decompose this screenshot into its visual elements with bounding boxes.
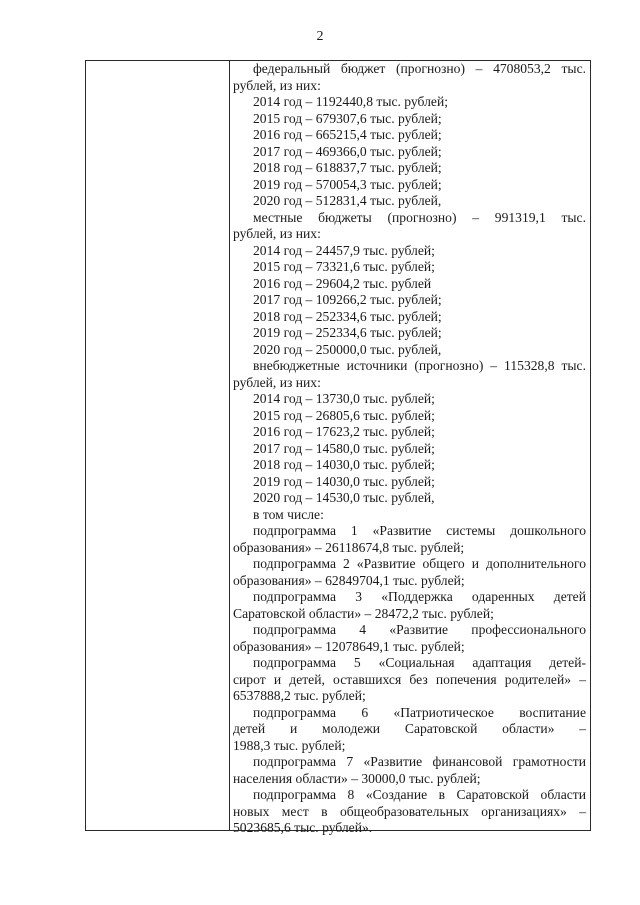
text-line: рублей, из них: (233, 226, 321, 241)
text-line: 2014 год – 1192440,8 тыс. рублей; (253, 94, 448, 109)
text-line: подпрограмма 8 «Создание в Саратовской области (253, 787, 586, 802)
text-line: подпрограмма 3 «Поддержка одаренных детей (253, 589, 586, 604)
text-line: образования» – 12078649,1 тыс. рублей; (233, 638, 465, 654)
text-line: 2020 год – 250000,0 тыс. рублей, (253, 341, 442, 357)
text-line: образования» – 26118674,8 тыс. рублей; (233, 539, 465, 555)
text-line: 2016 год – 665215,4 тыс. рублей; (253, 127, 442, 142)
text-line: населения области» – 30000,0 тыс. рублей; (233, 770, 481, 786)
text-line: 1988,3 тыс. рублей; (233, 737, 346, 753)
text-line: в том числе: (253, 506, 324, 522)
text-line: образования» – 62849704,1 тыс. рублей; (233, 572, 465, 588)
text-line: 2019 год – 252334,6 тыс. рублей; (253, 325, 442, 340)
text-line: 2016 год – 29604,2 тыс. рублей (253, 275, 432, 291)
page-number: 2 (316, 29, 324, 44)
text-line: 2020 год – 14530,0 тыс. рублей, (253, 490, 435, 505)
text-line: федеральный бюджет (прогнозно) – 4708053,2 тыс. (253, 61, 586, 76)
text-line: 6537888,2 тыс. рублей; (233, 688, 366, 703)
text-line: подпрограмма 2 «Развитие общего и дополнительного (253, 556, 586, 571)
text-line: 2019 год – 570054,3 тыс. рублей; (253, 176, 442, 192)
text-line: 2014 год – 13730,0 тыс. рублей; (253, 391, 435, 406)
text-line: подпрограмма 6 «Патриотическое воспитание (253, 704, 586, 720)
text-line: 2016 год – 17623,2 тыс. рублей; (253, 424, 435, 439)
text-line: сирот и детей, оставшихся без попечения родителей» – (233, 671, 586, 687)
text-line: 2017 год – 14580,0 тыс. рублей; (253, 440, 435, 456)
text-line: 2015 год – 73321,6 тыс. рублей; (253, 259, 435, 274)
text-line: 2014 год – 24457,9 тыс. рублей; (253, 242, 435, 258)
text-line: подпрограмма 1 «Развитие системы дошкольного (253, 523, 586, 538)
text-line: рублей, из них: (233, 374, 321, 390)
text-line: подпрограмма 5 «Социальная адаптация детей- (253, 655, 586, 670)
text-line: местные бюджеты (прогнозно) – 991319,1 тыс. (253, 209, 586, 225)
text-line: 2019 год – 14030,0 тыс. рублей; (253, 473, 435, 489)
text-line: 2018 год – 618837,7 тыс. рублей; (253, 160, 442, 175)
text-line: 2017 год – 109266,2 тыс. рублей; (253, 292, 442, 307)
text-line: внебюджетные источники (прогнозно) – 115328,8 тыс. (253, 358, 586, 373)
text-line: 2015 год – 679307,6 тыс. рублей; (253, 110, 442, 126)
text-line: 2017 год – 469366,0 тыс. рублей; (253, 143, 442, 159)
text-line: рублей, из них: (233, 77, 321, 93)
text-line: Саратовской области» – 28472,2 тыс. рублей; (233, 605, 494, 621)
text-line: подпрограмма 4 «Развитие профессионального (253, 622, 586, 637)
text-line: новых мест в общеобразовательных организациях» – (233, 803, 586, 819)
text-line: детей и молодежи Саратовской области» – (233, 721, 586, 736)
text-line: 2015 год – 26805,6 тыс. рублей; (253, 407, 435, 423)
program-funding-table (85, 60, 591, 835)
text-line: 2018 год – 252334,6 тыс. рублей; (253, 308, 442, 324)
text-line: 2020 год – 512831,4 тыс. рублей, (253, 193, 442, 208)
column-divider (229, 61, 230, 830)
text-line: 2018 год – 14030,0 тыс. рублей; (253, 457, 435, 472)
text-line: 5023685,6 тыс. рублей». (233, 820, 373, 835)
text-line: подпрограмма 7 «Развитие финансовой грамотности (253, 754, 586, 769)
funding-text-cell (233, 61, 586, 837)
